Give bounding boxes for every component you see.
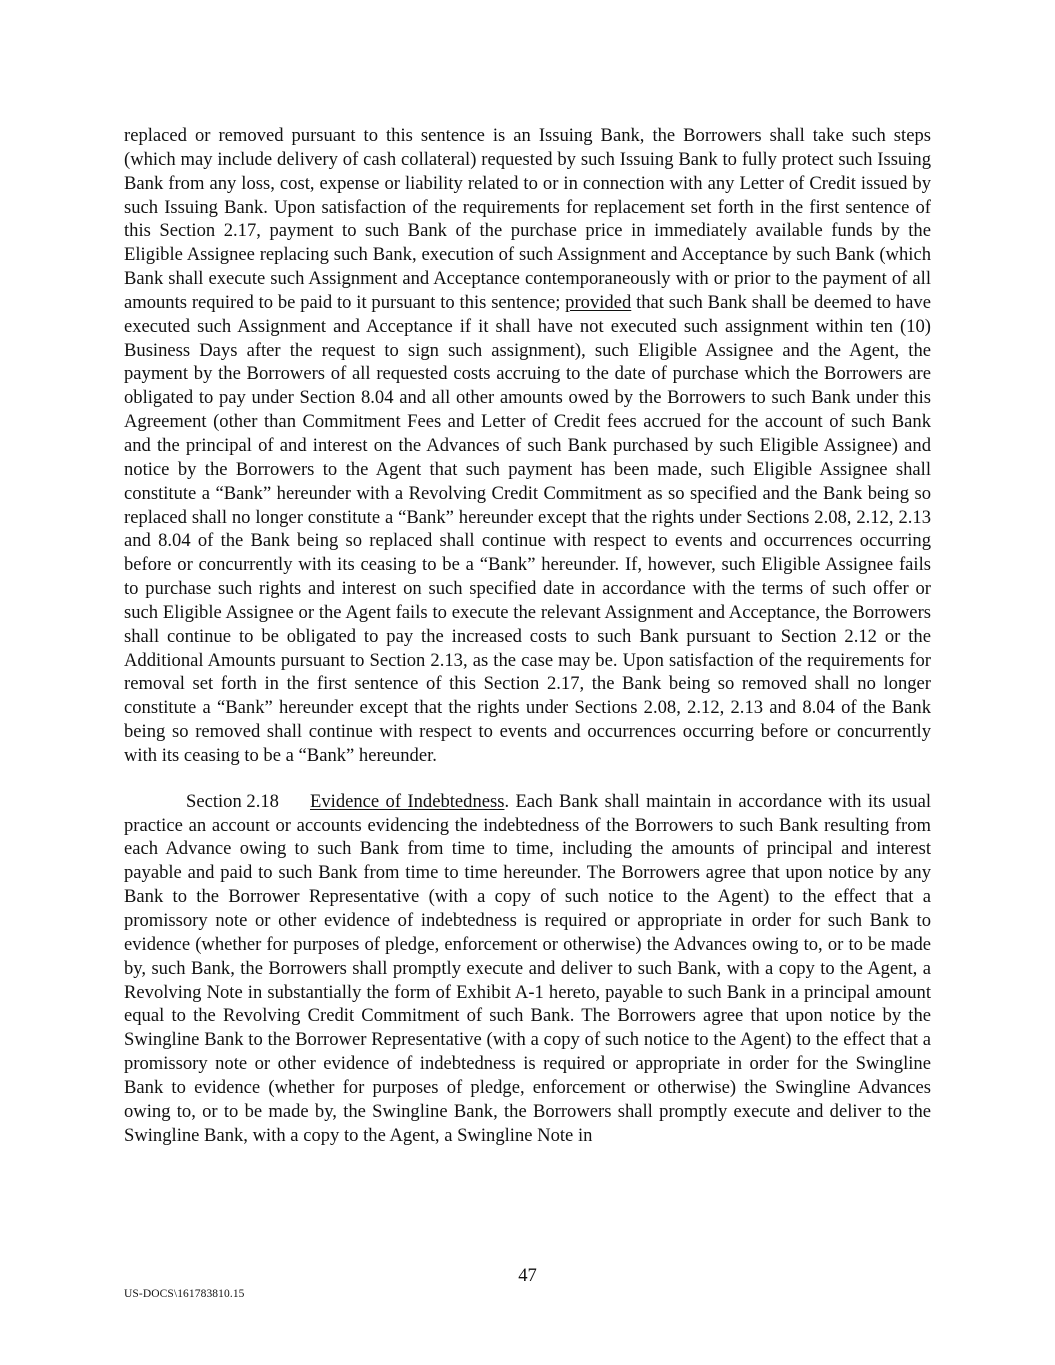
page-number: 47 xyxy=(518,1265,537,1286)
section-heading-punctuation: . xyxy=(504,790,510,812)
paragraph-text-after-provided: that such Bank shall be deemed to have executed such Assignment and Acceptance if it shall have not executed such assignment within ten (10) Business Days after the request to sign such assignment), such Eligible Assignee and the Agent, the payment by the Borrowers of all requested costs accruing to the date of purchase which the Borrowers are obligated to pay under Section 8.04 and all other amounts owed by the Borrowers to such Bank under this Agreement (other than Commitment Fees and Letter of Credit fees accrued for the account of such Bank and the principal of and interest on the Advances of such Bank purchased by such Eligible Assignee) and notice by the Borrowers to the Agent that such payment has been made, such Eligible Assignee shall constitute a “Bank” hereunder with a Revolving Credit Commitment as so specified and the Bank being so replaced shall no longer constitute a “Bank” hereunder except that the rights under Sections 2.08, 2.12, 2.13 and 8.04 of the Bank being so replaced shall continue with respect to events and occurrences occurring before or concurrently with its ceasing to be a “Bank” hereunder. If, however, such Eligible Assignee fails to purchase such rights and interest on such specified date in accordance with the terms of such offer or such Eligible Assignee or the Agent fails to execute the relevant Assignment and Acceptance, the Borrowers shall continue to be obligated to pay the increased costs to such Bank pursuant to Section 2.12 or the Additional Amounts pursuant to Section 2.13, as the case may be. Upon satisfaction of the requirements for removal set forth in the first sentence of this Section 2.17, the Bank being so removed shall no longer constitute a “Bank” hereunder except that the rights under Sections 2.08, 2.12, 2.13 and 8.04 of the Bank being so removed shall continue with respect to events and occurrences occurring before or concurrently with its ceasing to be a “Bank” hereunder. xyxy=(124,291,931,766)
document-body xyxy=(124,124,931,1147)
section-body-text: Each Bank shall maintain in accordance with its usual practice an account or accounts evidencing the indebtedness of the Borrowers to such Bank resulting from each Advance owing to such Bank from time to time, including the amounts of principal and interest payable and paid to such Bank from time to time hereunder. The Borrowers agree that upon notice by any Bank to the Borrower Representative (with a copy of such notice to the Agent) to the effect that a promissory note or other evidence of indebtedness is required or appropriate in order for such Bank to evidence (whether for purposes of pledge, enforcement or otherwise) the Advances owing to, or to be made by, such Bank, the Borrowers shall promptly execute and deliver to such Bank, with a copy to the Agent, a Revolving Note in substantially the form of Exhibit A-1 hereto, payable to such Bank in a principal amount equal to the Revolving Credit Commitment of such Bank. The Borrowers agree that upon notice by the Swingline Bank to the Borrower Representative (with a copy of such notice to the Agent) to the effect that a promissory note or other evidence of indebtedness is required or appropriate in order for the Swingline Bank to evidence (whether for purposes of pledge, enforcement or otherwise) the Swingline Advances owing to, or to be made by, the Swingline Bank, the Borrowers shall promptly execute and deliver to the Swingline Bank, with a copy to the Agent, a Swingline Note in xyxy=(124,790,932,1146)
paragraph-section-2-17-continuation xyxy=(124,124,931,768)
section-number: Section 2.18 xyxy=(186,790,279,812)
paragraph-section-2-18 xyxy=(124,790,931,1148)
provided-defined-term: provided xyxy=(565,291,632,313)
paragraph-text-before-provided: replaced or removed pursuant to this sentence is an Issuing Bank, the Borrowers shall take such steps (which may include delivery of cash collateral) requested by such Issuing Bank to fully protect such Issuing Bank from any loss, cost, expense or liability related to or in connection with any Letter of Credit issued by such Issuing Bank. Upon satisfaction of the requirements for replacement set forth in the first sentence of this Section 2.17, payment to such Bank of the purchase price in immediately available funds by the Eligible Assignee replacing such Bank, execution of such Assignment and Acceptance by such Bank (which Bank shall execute such Assignment and Acceptance contemporaneously with or prior to the payment of all amounts required to be paid to it pursuant to this sentence; xyxy=(124,125,931,313)
document-id: US-DOCS\161783810.15 xyxy=(124,1288,245,1300)
section-heading: Evidence of Indebtedness xyxy=(310,790,505,812)
